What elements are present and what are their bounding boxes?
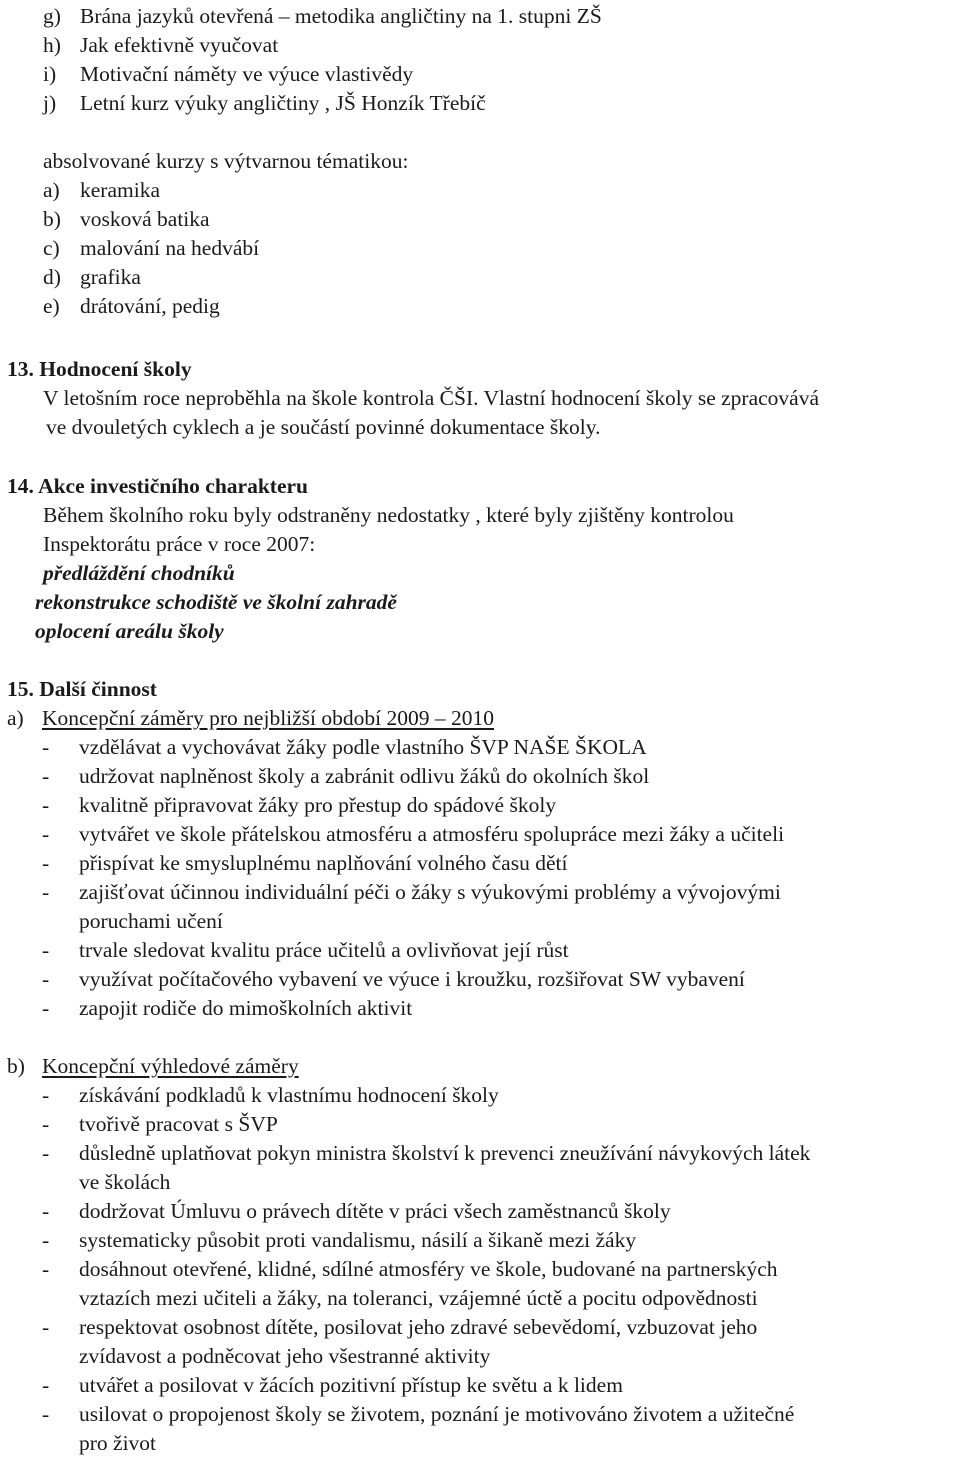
- investment-item: oplocení areálu školy: [35, 619, 224, 643]
- paragraph-line: V letošním roce neproběhla na škole kontrola ČŠI. Vlastní hodnocení školy se zpracovává: [43, 386, 820, 410]
- subsection-b-title: b) Koncepční výhledové záměry: [7, 1054, 299, 1078]
- investment-item: rekonstrukce schodiště ve školní zahradě: [35, 590, 397, 614]
- investment-item: předláždění chodníků: [43, 561, 235, 585]
- list-item: g) Brána jazyků otevřená – metodika angličtiny na 1. stupni ZŠ: [43, 4, 602, 28]
- section-heading: 13. Hodnocení školy: [7, 357, 192, 381]
- paragraph-line: Během školního roku byly odstraněny nedostatky , které byly zjištěny kontrolou: [43, 503, 734, 527]
- list-item: h) Jak efektivně vyučovat: [43, 33, 279, 57]
- list-item: i) Motivační náměty ve výuce vlastivědy: [43, 62, 414, 86]
- section-heading: 15. Další činnost: [7, 677, 157, 701]
- section-heading: 14. Akce investičního charakteru: [7, 474, 308, 498]
- list-item: c) malování na hedvábí: [43, 236, 260, 260]
- list-item: e) drátování, pedig: [43, 294, 220, 318]
- paragraph-line: Inspektorátu práce v roce 2007:: [43, 532, 316, 556]
- art-courses-heading: absolvované kurzy s výtvarnou tématikou:: [43, 149, 409, 173]
- list-item: a) keramika: [43, 178, 160, 202]
- list-item: j) Letní kurz výuky angličtiny , JŠ Honzík Třebíč: [43, 91, 486, 115]
- list-item: b) vosková batika: [43, 207, 210, 231]
- paragraph-line: ve dvouletých cyklech a je součástí povinné dokumentace školy.: [46, 415, 601, 439]
- list-item: d) grafika: [43, 265, 141, 289]
- subsection-a-title: a) Koncepční záměry pro nejbližší období 2009 – 2010: [7, 706, 494, 730]
